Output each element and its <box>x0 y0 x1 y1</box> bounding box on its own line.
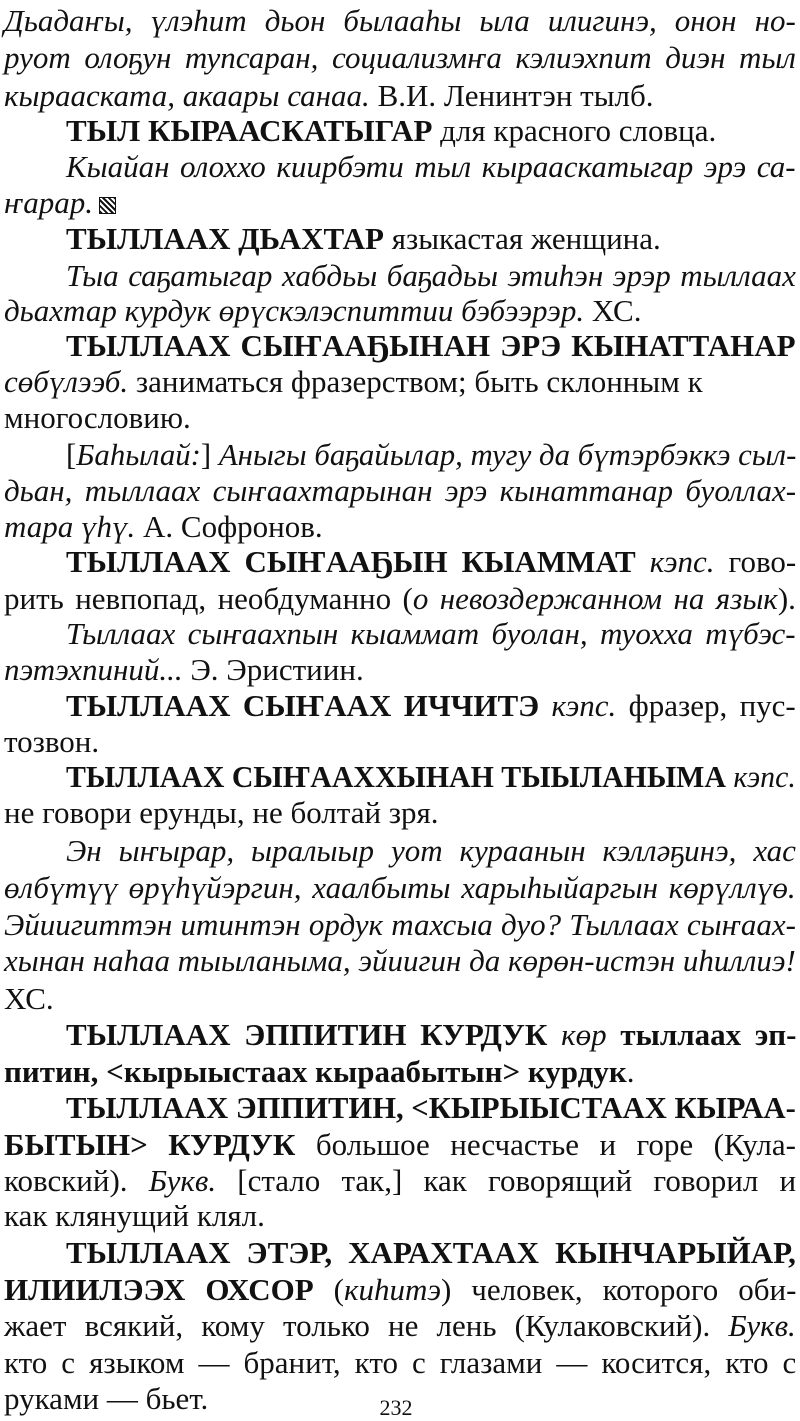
definition-text: заниматься фразерством; быть склонным к <box>128 364 703 399</box>
headword-text: ТЫЛЛААХ СЫҤААХХЫНАН ТЫЫЛАНЫМА <box>66 759 726 794</box>
example-text: кэпс. <box>725 759 796 794</box>
headword-text: ТЫЛЛААХ ЭТЭР, ХАРАХТААХ КЫНЧАРЫЙАР, <box>66 1235 796 1270</box>
example-text: Тыллаах сыҥаахпын кыаммат буолан, туохха түбэс- <box>66 616 796 651</box>
definition-text: не говори ерунды, не болтай зря. <box>4 795 439 830</box>
text-line <box>4 5 796 36</box>
text-line <box>66 761 796 792</box>
page-number: 232 <box>379 1395 413 1420</box>
definition-text: гово- <box>714 544 797 579</box>
definition-text: ) человек, которого оби- <box>441 1272 797 1307</box>
text-line <box>66 1092 796 1123</box>
example-text: дьахтар курдук өрүскэлэспиттии бэбээрэр. <box>4 293 585 328</box>
text-line <box>4 872 796 903</box>
text-line <box>4 1056 634 1087</box>
definition-text: фразер, пус- <box>616 688 796 723</box>
example-text: киһитэ <box>343 1272 442 1307</box>
definition-text: жает всякий, кому только не лень (Кулаковский). <box>4 1308 729 1343</box>
headword-text: тыллаах эп- <box>606 1017 797 1052</box>
text-line <box>4 583 796 614</box>
text-line <box>4 1200 265 1231</box>
text-line <box>4 187 116 218</box>
example-text: Эйиигиттэн итинтэн ордук тахсыа дуо? Тыллаах сыҥаах- <box>4 907 796 942</box>
example-text: о невоздержанном на язык <box>412 581 778 616</box>
example-text: Тыа саҕатыгар хабдьы баҕадьы этиһэн эрэр тыллаах <box>66 258 796 293</box>
text-line <box>4 1347 796 1378</box>
hatched-square-icon <box>99 197 116 214</box>
text-line <box>66 115 716 146</box>
example-text: тара үһү. <box>4 509 136 544</box>
headword-text: ТЫЛЛААХ СЫҤААҔЫНАН ЭРЭ КЫНАТТАНАР <box>66 328 796 363</box>
headword-text: ТЫЛЛААХ СЫҤААХ ИЧЧИТЭ <box>66 688 540 723</box>
example-text: кэпс. <box>635 544 715 579</box>
example-text: кырааската, акаары санаа. <box>4 78 370 113</box>
definition-text: [стало так,] как говорящий говорил и <box>216 1163 797 1198</box>
text-line <box>4 366 703 397</box>
definition-text: кто с языком — бранит, кто с глазами — косится, кто с <box>4 1345 797 1380</box>
text-line <box>4 909 796 940</box>
example-text: Дьадаҥы, үлэһит дьон былааһы ыла илигинэ, онон но- <box>4 3 796 38</box>
example-text: сөбүлээб. <box>4 364 129 399</box>
definition-text: ] <box>200 437 219 472</box>
example-text: дьан, тыллаах сыҥаахтарынан эрэ кынаттанар буоллах- <box>4 473 797 508</box>
text-line <box>4 726 99 757</box>
example-text: Кыайан олоххо киирбэти тыл кырааскатыгар эрэ са- <box>66 149 796 184</box>
headword-text: ТЫЛЛААХ ЭППИТИН КУРДУК <box>66 1017 548 1052</box>
text-line <box>4 1165 796 1196</box>
headword-text: ИЛИИЛЭЭХ ОХСОР <box>4 1272 314 1307</box>
headword-text: БЫТЫН> КУРДУК <box>4 1127 296 1162</box>
definition-text: ХС. <box>584 293 642 328</box>
headword-text: ТЫЛ КЫРААСКАТЫГАР <box>66 113 433 148</box>
headword-text: ТЫЛЛААХ ДЬАХТАР <box>66 221 384 256</box>
definition-text: тозвон. <box>4 724 100 759</box>
headword-text: питин, <кырыыстаах кыраабытын> курдук <box>4 1054 627 1089</box>
text-line <box>4 475 796 506</box>
text-line <box>4 42 796 73</box>
definition-text: . <box>626 1054 635 1089</box>
example-text: Аныгы баҕайылар, тугу да бүтэрбэккэ сыл- <box>218 437 797 472</box>
definition-text: языкастая женщина. <box>383 221 661 256</box>
text-line <box>66 1237 796 1268</box>
example-text: өлбүтүү өрүһүйэргин, хаалбыты харыһыйаргын көрүллүө. <box>4 870 796 905</box>
definition-text: большое несчастье и горе (Кула- <box>295 1127 796 1162</box>
definition-text: для красного словца. <box>432 113 717 148</box>
example-text: Эн ыҥырар, ыралыыр уот кураанын кэлләҕинэ, хас <box>66 833 796 868</box>
definition-text: ). <box>777 581 796 616</box>
definition-text: Э. Эристиин. <box>182 652 364 687</box>
text-line <box>4 1310 796 1341</box>
text-line <box>4 511 323 542</box>
text-line <box>4 1129 796 1160</box>
definition-text: руками — бьет. <box>4 1381 209 1416</box>
text-line <box>66 330 796 361</box>
text-line <box>66 1019 796 1050</box>
example-text: Букв. <box>148 1163 217 1198</box>
example-text: кэпс. <box>539 688 617 723</box>
text-line <box>4 402 191 433</box>
text-line <box>4 797 439 828</box>
example-text: Букв. <box>728 1308 796 1343</box>
text-line <box>66 151 796 182</box>
definition-text: А. Софронов. <box>135 509 323 544</box>
headword-text: ТЫЛЛААХ ЭППИТИН, <КЫРЫЫСТААХ КЫРАА- <box>66 1090 796 1125</box>
definition-text: [ <box>66 437 77 472</box>
example-text: Баһылай: <box>76 437 201 472</box>
text-line <box>4 654 364 685</box>
text-line <box>66 439 796 470</box>
text-line <box>66 546 796 577</box>
definition-text: ХС. <box>4 981 54 1016</box>
example-text: көр <box>547 1017 607 1052</box>
text-line <box>4 1274 796 1305</box>
definition-text: многословию. <box>4 400 191 435</box>
definition-text: В.И. Ленинтэн тылб. <box>369 78 654 113</box>
text-line <box>66 260 796 291</box>
text-line <box>4 80 654 111</box>
text-line <box>66 618 796 649</box>
text-line <box>4 945 796 976</box>
headword-text: ТЫЛЛААХ СЫҤААҔЫН КЫАММАТ <box>66 544 636 579</box>
text-line <box>4 295 641 326</box>
definition-text: ковский). <box>4 1163 149 1198</box>
definition-text: ( <box>313 1272 344 1307</box>
definition-text: как клянущий клял. <box>4 1198 265 1233</box>
dictionary-page <box>4 0 796 1421</box>
text-line <box>66 835 796 866</box>
text-line <box>66 223 661 254</box>
example-text: руот олоҕун тупсаран, социализмҥа кэлиэхпит диэн тыл <box>4 40 796 75</box>
text-line <box>66 690 796 721</box>
example-text: ҥарар. <box>4 185 94 220</box>
text-line <box>4 983 54 1014</box>
definition-text: рить невпопад, необдуманно ( <box>4 581 413 616</box>
example-text: хынан наһаа тыыланыма, эйиигин да көрөн-истэн иһиллиэ! <box>4 943 796 978</box>
example-text: пэтэхпиний... <box>4 652 183 687</box>
